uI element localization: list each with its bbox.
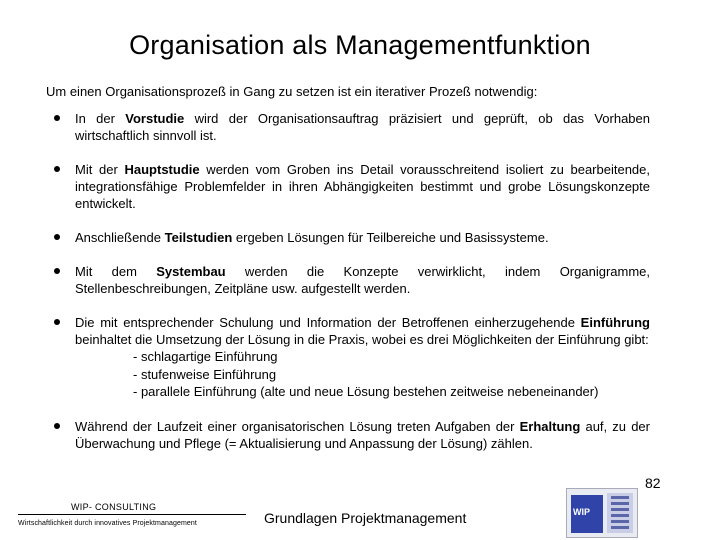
footer-course-title: Grundlagen Projektmanagement (264, 510, 467, 526)
bullet-dot-icon (54, 166, 60, 172)
footer-company: WIP- CONSULTING (71, 502, 157, 512)
bullet-hauptstudie: Mit der Hauptstudie werden vom Groben ins Detail vorausschreitend isoliert zu bearbeitende, integrationsfähige Problemfelder in ihren Abhängigkeiten bestimmt und grobe Lösungskonzepte entwickelt. (54, 161, 650, 212)
option-item: - schlagartige Einführung (133, 349, 278, 364)
bullet-einfuehrung: Die mit entsprechender Schulung und Information der Betroffenen einherzugehende Einführung beinhaltet die Umsetzung der Lösung in die Praxis, wobei es drei Möglichkeiten der Einführung gibt: - schlagartige Einführung - stufenweise Einführung - parallele Einführung (alte und neue Lösung bestehen zeitweise nebeneinander) (54, 314, 650, 401)
einfuehrung-options (75, 348, 650, 401)
bullet-dot-icon (54, 234, 60, 240)
bullet-systembau: Mit dem Systembau werden die Konzepte verwirklicht, indem Organigramme, Stellenbeschreibungen, Zeitpläne usw. aufgestellt werden. (54, 263, 650, 297)
option-item: - parallele Einführung (alte und neue Lösung bestehen zeitweise nebeneinander) (133, 384, 599, 399)
bullet-dot-icon (54, 319, 60, 325)
bullet-vorstudie: In der Vorstudie wird der Organisationsauftrag präzisiert und geprüft, ob das Vorhaben wirtschaftlich sinnvoll ist. (54, 110, 650, 144)
page-number: 82 (645, 475, 661, 491)
bullet-erhaltung: Während der Laufzeit einer organisatorischen Lösung treten Aufgaben der Erhaltung auf, zu der Überwachung und Pflege (= Aktualisierung und Anpassung der Lösung) zählen. (54, 418, 650, 452)
bullet-teilstudien: Anschließende Teilstudien ergeben Lösungen für Teilbereiche und Basissysteme. (54, 229, 650, 246)
logo-text: WIP (573, 507, 590, 517)
footer-tagline: Wirtschaftlichkeit durch innovatives Projektmanagement (18, 520, 197, 527)
bullet-dot-icon (54, 423, 60, 429)
bullet-dot-icon (54, 268, 60, 274)
phase-list (54, 110, 650, 469)
intro-text: Um einen Organisationsprozeß in Gang zu setzen ist ein iterativer Prozeß notwendig: (46, 84, 538, 99)
option-item: - stufenweise Einführung (133, 366, 277, 382)
bullet-dot-icon (54, 115, 60, 121)
wip-logo-icon (566, 488, 638, 538)
footer-divider (18, 514, 246, 515)
slide-title: Organisation als Managementfunktion (129, 30, 591, 60)
